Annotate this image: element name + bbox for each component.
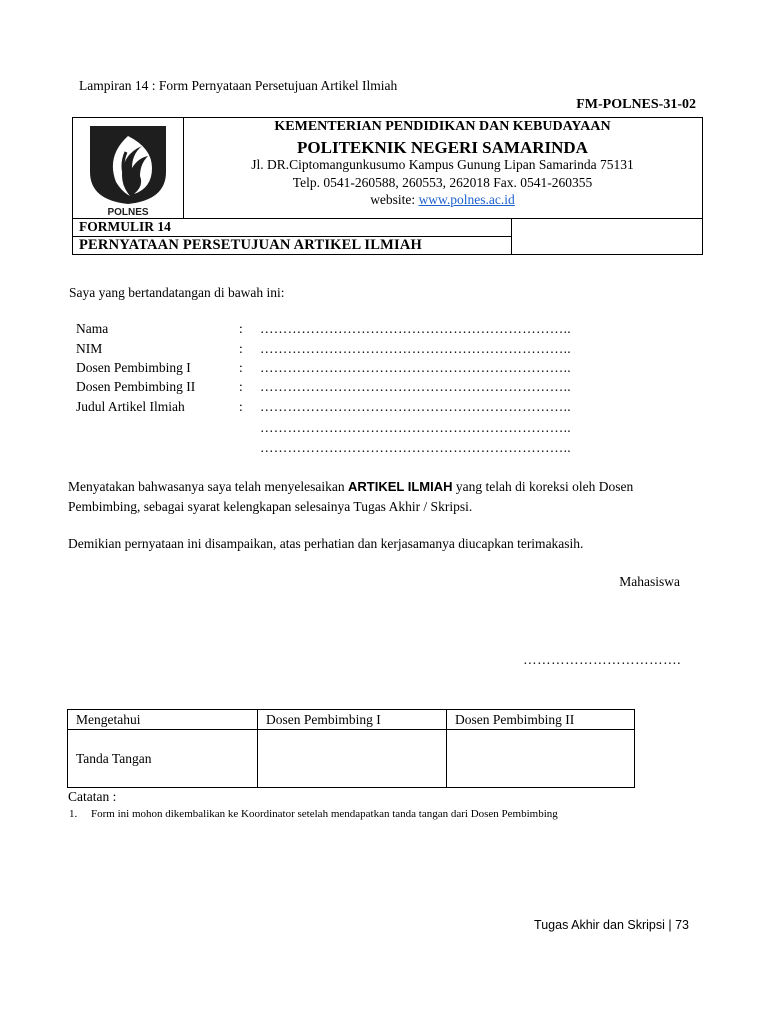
field-label: NIM xyxy=(76,341,103,356)
supervisor-2-field[interactable]: ………………………………………………………….. xyxy=(260,379,571,394)
closing-paragraph: Demikian pernyataan ini disampaikan, atas perhatian dan kerjasamanya diucapkan terimakasih. xyxy=(68,536,584,551)
student-label: Mahasiswa xyxy=(619,574,680,589)
field-label: Judul Artikel Ilmiah xyxy=(76,399,185,414)
notes-title: Catatan : xyxy=(68,789,117,804)
institution-name: POLITEKNIK NEGERI SAMARINDA xyxy=(297,138,588,157)
letterhead-table xyxy=(72,117,703,255)
statement-text: Menyatakan bahwasanya saya telah menyelesaikan xyxy=(68,479,349,494)
form-code: FM-POLNES-31-02 xyxy=(576,97,696,112)
field-colon: : xyxy=(239,399,243,414)
divider xyxy=(511,218,512,254)
field-colon: : xyxy=(239,341,243,356)
field-label: Dosen Pembimbing I xyxy=(76,360,191,375)
form-number: FORMULIR 14 xyxy=(79,219,171,234)
statement-emphasis: ARTIKEL ILMIAH xyxy=(348,479,453,494)
institution-phone: Telp. 0541-260588, 260553, 262018 Fax. 0541-260355 xyxy=(292,175,593,190)
page-footer: Tugas Akhir dan Skripsi | 73 xyxy=(534,918,689,932)
table-header-cell: Dosen Pembimbing II xyxy=(447,710,635,730)
polnes-logo xyxy=(86,122,170,218)
attachment-caption: Lampiran 14 : Form Pernyataan Persetujuan Artikel Ilmiah xyxy=(79,78,398,93)
table-header-cell: Mengetahui xyxy=(68,710,258,730)
signature-table xyxy=(67,709,635,788)
article-title-field[interactable]: ………………………………………………………….. xyxy=(260,399,571,414)
field-colon: : xyxy=(239,360,243,375)
intro-text: Saya yang bertandatangan di bawah ini: xyxy=(69,285,285,300)
note-text: Form ini mohon dikembalikan ke Koordinator setelah mendapatkan tanda tangan dari Dosen Pembimbing xyxy=(91,808,558,820)
field-colon: : xyxy=(239,321,243,336)
field-label: Dosen Pembimbing II xyxy=(76,379,196,394)
table-header-cell: Dosen Pembimbing I xyxy=(258,710,447,730)
nim-field[interactable]: ………………………………………………………….. xyxy=(260,341,571,356)
website-link[interactable]: www.polnes.ac.id xyxy=(418,192,515,207)
institution-cell xyxy=(183,118,702,218)
website-line xyxy=(183,191,702,208)
logo-text: POLNES xyxy=(107,207,149,218)
ministry-name: KEMENTERIAN PENDIDIKAN DAN KEBUDAYAAN xyxy=(274,119,611,134)
note-item xyxy=(69,808,558,820)
form-title: PERNYATAAN PERSETUJUAN ARTIKEL ILMIAH xyxy=(79,237,422,253)
name-field[interactable]: ………………………………………………………….. xyxy=(260,321,571,336)
field-label: Nama xyxy=(76,321,109,336)
statement-paragraph xyxy=(68,477,708,517)
statement-text: yang telah di koreksi oleh Dosen Pembimbing, sebagai syarat kelengkapan selesainya Tugas Akhir / Skripsi. xyxy=(68,479,634,514)
note-number: 1. xyxy=(69,808,78,820)
student-signature-field[interactable]: ……………………………. xyxy=(523,652,681,667)
table-row-label: Tanda Tangan xyxy=(68,730,258,788)
institution-address: Jl. DR.Ciptomangunkusumo Kampus Gunung Lipan Samarinda 75131 xyxy=(251,157,634,172)
supervisor-1-signature-cell[interactable] xyxy=(258,730,447,788)
supervisor-2-signature-cell[interactable] xyxy=(447,730,635,788)
field-colon: : xyxy=(239,379,243,394)
article-title-field-line-3[interactable]: ………………………………………………………….. xyxy=(260,440,571,455)
logo-cell xyxy=(73,118,184,218)
website-label: website: xyxy=(370,192,419,207)
article-title-field-line-2[interactable]: ………………………………………………………….. xyxy=(260,420,571,435)
supervisor-1-field[interactable]: ………………………………………………………….. xyxy=(260,360,571,375)
